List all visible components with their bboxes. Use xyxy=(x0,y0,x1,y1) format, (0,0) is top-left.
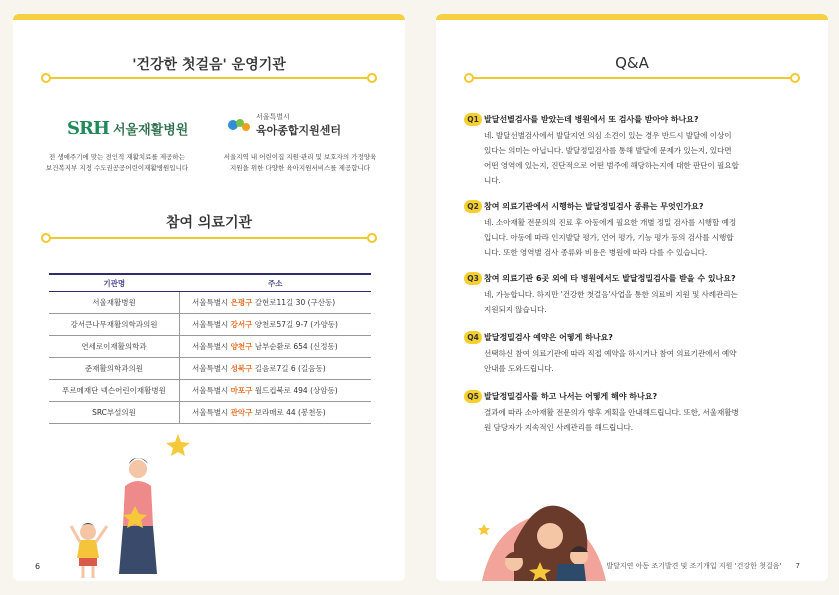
question-text: 참여 의료기관 6곳 외에 타 병원에서도 발달정밀검사를 받을 수 있나요? xyxy=(484,274,736,283)
title-divider xyxy=(47,237,371,239)
clinic-name: 서울재활병원 xyxy=(49,292,180,314)
qa-item-2 xyxy=(467,201,792,260)
clinic-name: 연세로이재활의학과 xyxy=(49,336,180,358)
srh-logo-mark: SRH xyxy=(67,118,109,139)
table-row xyxy=(49,358,371,380)
address-district: 강서구 xyxy=(230,320,253,329)
mother-child-illustration xyxy=(53,434,203,582)
left-page xyxy=(13,14,405,581)
question-badge: Q5 xyxy=(464,390,482,403)
question-text: 발달선별검사를 받았는데 병원에서 또 검사를 받아야 하나요? xyxy=(484,115,699,124)
question-text: 참여 의료기관에서 시행하는 발달정밀검사 종류는 무엇인가요? xyxy=(484,202,704,211)
answer-line: 어떤 영역에 있는지, 진단적으로 어떤 범주에 해당하는지에 대한 판단이 필요합 xyxy=(484,161,739,170)
src-logo-small: 서울특별시 xyxy=(256,113,290,121)
answer-line: 있다는 의미는 아닙니다. 발달정밀검사를 통해 발달에 문제가 있는지, 있다면 xyxy=(484,146,732,155)
top-border xyxy=(13,14,405,20)
header-name: 기관명 xyxy=(49,274,180,292)
question-text: 발달정밀검사를 하고 나서는 어떻게 해야 하나요? xyxy=(484,392,658,401)
src-logo xyxy=(227,112,341,138)
address-prefix: 서울특별시 xyxy=(192,320,229,329)
srh-description xyxy=(27,152,207,174)
participating-title: 참여 의료기관 xyxy=(165,215,253,231)
answer-line: 네, 가능합니다. 하지만 '건강한 첫걸음'사업을 통한 의료비 지원 및 사례관리는 xyxy=(484,290,738,299)
clinic-name: 준재활의학과의원 xyxy=(49,358,180,380)
family-hug-illustration xyxy=(474,484,614,581)
srh-logo-name: 서울재활병원 xyxy=(112,123,189,138)
answer-line: 원 담당자가 지속적인 사례관리를 해드립니다. xyxy=(484,423,634,432)
address-prefix: 서울특별시 xyxy=(192,408,229,417)
clinic-address xyxy=(180,292,372,314)
srh-logo xyxy=(67,118,188,139)
answer-line: 지원되지 않습니다. xyxy=(484,305,547,314)
src-logo-name: 육아종합지원센터 xyxy=(256,124,342,137)
question-text: 발달정밀검사 예약은 어떻게 하나요? xyxy=(484,333,613,342)
right-page xyxy=(436,14,828,581)
operating-org-title: '건강한 첫걸음' 운영기관 xyxy=(132,57,286,73)
qa-title: Q&A xyxy=(615,54,649,72)
table-row xyxy=(49,402,371,424)
footer-text: 발달지연 아동 조기발견 및 조기개입 지원 '건강한 첫걸음' xyxy=(606,562,782,570)
question-badge: Q4 xyxy=(464,331,482,344)
clinic-name: 강서큰나무재활의학과의원 xyxy=(49,314,180,336)
page-number: 7 xyxy=(795,562,800,570)
page-number: 6 xyxy=(35,562,41,571)
answer-line: 입니다. 아동에 따라 인지발달 평가, 언어 평가, 기능 평가 등의 검사를 시행합 xyxy=(484,233,734,242)
address-prefix: 서울특별시 xyxy=(192,386,229,395)
question-badge: Q3 xyxy=(464,272,482,285)
clinic-name: 푸르메재단 넥슨어린이재활병원 xyxy=(49,380,180,402)
divider-end-left xyxy=(41,73,51,83)
address-district: 성북구 xyxy=(230,364,253,373)
address-rest: 양천로57길 9-7 (가양동) xyxy=(254,320,338,329)
address-district: 양천구 xyxy=(230,342,253,351)
answer-line: 네. 소아재활 전문의의 진료 후 아동에게 필요한 개별 정밀 검사를 시행할 예정 xyxy=(484,218,737,227)
src-description xyxy=(207,152,393,174)
qa-item-5 xyxy=(467,391,792,435)
clinic-address xyxy=(180,402,372,424)
table-row xyxy=(49,380,371,402)
title-divider xyxy=(47,77,371,79)
question-badge: Q2 xyxy=(464,200,482,213)
answer-line: 결과에 따라 소아재활 전문의가 향후 계획을 안내해드립니다. 또한, 서울재활병 xyxy=(484,408,739,417)
table-row xyxy=(49,292,371,314)
answer-text xyxy=(484,346,792,376)
src-desc-line: 서울지역 내 어린이집 지원·관리 및 보호자의 가정양육 xyxy=(223,153,377,161)
answer-line: 니다. xyxy=(484,176,501,185)
star-icon xyxy=(166,434,190,456)
qa-item-3 xyxy=(467,273,792,317)
header-address: 주소 xyxy=(180,274,372,292)
answer-text xyxy=(484,128,792,188)
divider-end-right xyxy=(367,233,377,243)
address-prefix: 서울특별시 xyxy=(192,342,229,351)
top-border xyxy=(436,14,828,20)
address-district: 은평구 xyxy=(230,298,253,307)
answer-text xyxy=(484,215,792,260)
divider-end-left xyxy=(41,233,51,243)
qa-item-4 xyxy=(467,332,792,376)
address-rest: 월드컵북로 494 (상암동) xyxy=(254,386,338,395)
table-header-row xyxy=(49,274,371,292)
divider-end-right xyxy=(790,73,800,83)
answer-text xyxy=(484,287,792,317)
address-prefix: 서울특별시 xyxy=(192,364,229,373)
clinic-name: SRC부설의원 xyxy=(49,402,180,424)
table-row xyxy=(49,314,371,336)
divider-end-right xyxy=(367,73,377,83)
address-rest: 길음로7길 6 (길음동) xyxy=(254,364,326,373)
srh-desc-line: 전 생애주기에 맞는 전인적 재활치료를 제공하는 xyxy=(49,153,185,161)
src-desc-line: 지원을 위한 다양한 육아지원서비스를 제공합니다 xyxy=(229,164,371,172)
address-rest: 보라매로 44 (봉천동) xyxy=(254,408,326,417)
address-rest: 남부순환로 654 (신정동) xyxy=(254,342,338,351)
clinic-address xyxy=(180,336,372,358)
qa-item-1 xyxy=(467,114,792,188)
src-logo-mark-icon xyxy=(227,115,251,135)
answer-line: 선택하신 참여 의료기관에 따라 직접 예약을 하시거나 참여 의료기관에서 예약 xyxy=(484,349,737,358)
page-footer xyxy=(606,561,800,571)
clinic-address xyxy=(180,380,372,402)
divider-end-left xyxy=(464,73,474,83)
address-prefix: 서울특별시 xyxy=(192,298,229,307)
title-divider xyxy=(470,77,794,79)
address-rest: 갈현로11길 30 (구산동) xyxy=(254,298,336,307)
address-district: 관악구 xyxy=(230,408,253,417)
question-badge: Q1 xyxy=(464,113,482,126)
clinic-address xyxy=(180,314,372,336)
clinic-address xyxy=(180,358,372,380)
answer-text xyxy=(484,405,792,435)
srh-desc-line: 보건복지부 지정 수도권공공어린이재활병원입니다 xyxy=(45,164,189,172)
clinic-table xyxy=(49,273,371,424)
answer-line: 니다. 또한 영역별 검사 종류와 비용은 병원에 따라 다를 수 있습니다. xyxy=(484,248,708,257)
answer-line: 네. 발달선별검사에서 발달지연 의심 소견이 있는 경우 반드시 발달에 이상이 xyxy=(484,131,732,140)
answer-line: 안내를 도와드립니다. xyxy=(484,364,554,373)
address-district: 마포구 xyxy=(230,386,253,395)
table-row xyxy=(49,336,371,358)
